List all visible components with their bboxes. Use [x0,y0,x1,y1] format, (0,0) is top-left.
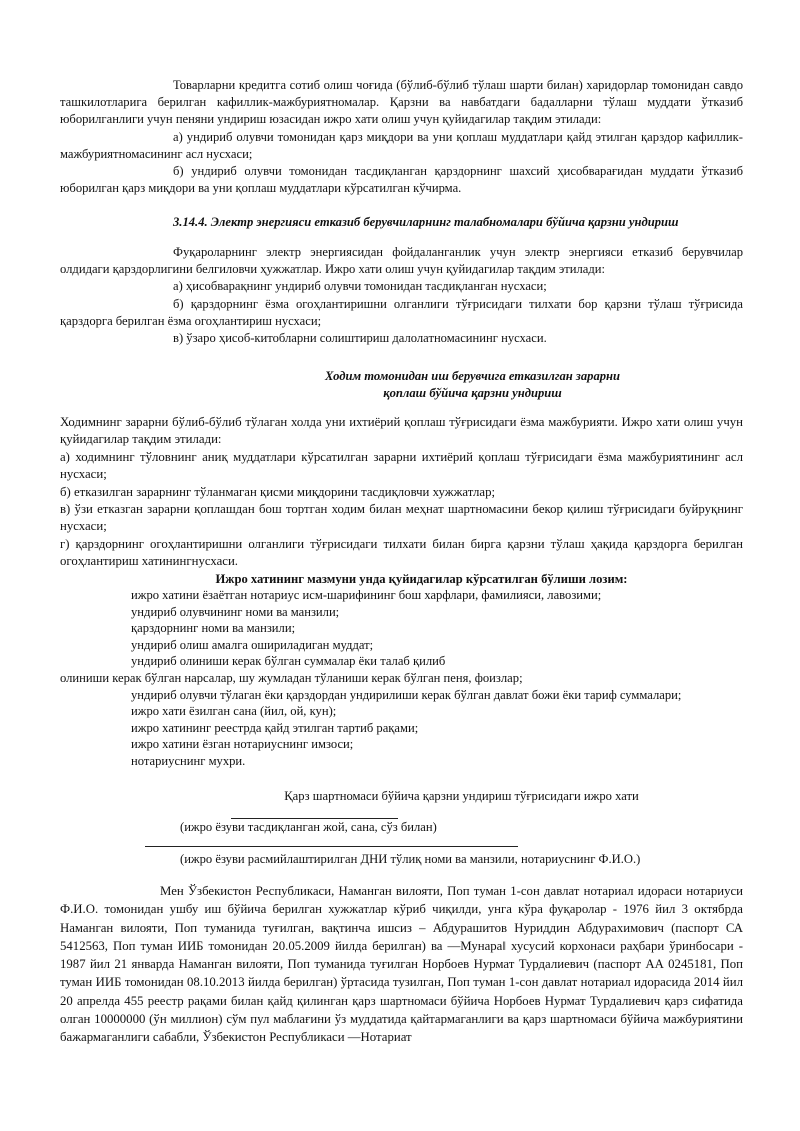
paragraph: а) ундириб олувчи томонидан қарз миқдори ва уни қоплаш муддатлари қайд этилган қарздор кафиллик-мажбуриятномасининг асл нусхаси; [60,129,743,161]
heading-text: қоплаш бўйича қарзни ундириш [383,386,562,401]
list-item: ижро хати ёзилган сана (йил, ой, кун); [131,704,337,719]
paragraph: г) қарздорнинг огоҳлантиришни олганлиги тўғрисидаги тилхати билан бирга қарзни тўлаш ҳақида қарздорга берилган огоҳлантириш хатинингнусхаси. [60,536,743,569]
section-heading [300,368,645,402]
signature-line [145,846,518,847]
list-item: нотариуснинг мухри. [131,753,246,768]
writ-title-text: Қарз шартномаси бўйича қарзни ундириш тўғрисидаги ижро хати [284,789,639,803]
section-heading [60,214,743,231]
writ-title [60,788,743,805]
heading-text: Ижро хатининг мазмуни унда қуйидагилар кўрсатилган бўлиши лозим: [215,572,628,586]
paragraph: в) ўзи етказган зарарни қоплашдан бош тортган ходим билан меҳнат шартномасини бекор қилиш тўғрисидаги буйруқнинг нусхаси; [60,502,743,534]
section-heading [60,571,743,588]
paragraph: б) қарздорнинг ёзма огоҳлантиришни олганлиги тўғрисидаги тилхати бор қарзни тўлаш тўғрисида қарздорга берилган ёзма огоҳлантириш нусхаси; [60,296,743,328]
caption-text: (ижро ёзуви тасдиқланган жой, сана, сўз билан) [180,820,437,834]
electricity-section [60,244,743,347]
paragraph: а) ҳисобварақнинг ундириб олувчи томонидан тасдиқланган нусхаси; [173,279,547,294]
paragraph: а) ходимнинг тўловнинг аниқ муддатлари кўрсатилган зарарни ихтиёрий қоплаш тўғрисидаги ёзма мажбуриятининг асл нусхаси; [60,449,743,482]
list-item: ундириб олиниши керак бўлган суммалар ёки талаб қилиб [131,654,446,669]
list-item: олиниши керак бўлган нарсалар, шу жумладан тўланиши керак бўлган пеня, фоизлар; [60,670,523,685]
heading-text: Ходим томонидан иш берувчига етказилган зарарни [324,369,621,383]
heading-text: 3.14.4. Электр энергияси етказиб берувчиларнинг талабномалари бўйича қарзни ундириш [173,215,679,229]
paragraph: Товарларни кредитга сотиб олиш чоғида (бўлиб-бўлиб тўлаш шарти билан) харидорлар томонидан савдо ташкилотларига берилган кафиллик-мажбуриятномалар. Қарзни ва навбатдаги бадалларни тўлаш муддати ўтказиб юборилганлиги учун пеняни ундириш юзасидан ижро хати олиш учун қуйидагилар тақдим этилади: [60,78,743,127]
writ-line-caption [180,851,740,868]
paragraph: б) етказилган зарарнинг тўланмаган қисми миқдорини тасдиқловчи хужжатлар; [60,484,496,499]
writ-line-caption [180,819,580,836]
list-item: ижро хатининг реестрда қайд этилган тартиб рақами; [131,720,419,735]
list-item: ундириб олиш амалга оширилaдиган муддат; [131,637,374,652]
intro-section [60,77,743,197]
writ-body [60,882,743,1047]
list-item: қарздорнинг номи ва манзили; [131,621,296,636]
list-item: ижро хатини ёзаётган нотариус исм-шарифининг бош харфлари, фамилияси, лавозими; [131,588,602,602]
caption-text: (ижро ёзуви расмийлаштирилган ДНИ тўлиқ номи ва манзили, нотариуснинг Ф.И.О.) [180,852,641,866]
list-item: ижро хатини ёзган нотариуснинг имзоси; [131,737,354,752]
paragraph: Ходимнинг зарарни бўлиб-бўлиб тўлаган холда уни ихтиёрий қоплаш тўғрисидаги ёзма мажбурияти. Ижро хати олиш учун қуйидагилар тақдим этилади: [60,415,743,447]
list-item: ундириб олувчининг номи ва манзили; [131,604,340,619]
employee-section [60,414,743,571]
paragraph: Фуқароларнинг электр энергиясидан фойдаланганлик учун электр энергияси етказиб берувчилар олдидаги қарздорлигини белгиловчи ҳужжатлар. Ижро хати олиш учун қуйидагилар тақдим этилади: [60,245,743,277]
paragraph: Мен Ўзбекистон Республикаси, Наманган вилояти, Поп туман 1-сон давлат нотариал идораси нотариуси Ф.И.О. томонидан ушбу иш бўйича берилган хужжатлар кўриб чиқилди, унга кўра фуқаролар - 1976 йил 3 октябрда Наманган вилояти, Поп туманида туғилган, вақтинча ишсиз – Абдурашитов Нуриддин Абдурахимович (паспорт СА 5412563, Поп туман ИИБ томонидан 20.05.2009 йилда берилган) ва ―Мунара‖ хусусий корхонаси раҳбари ўринбосари - 1987 йил 21 январда Наманган вилояти, Поп туманида туғилган Норбоев Нурмат Турдалиевич (паспорт АА 0245181, Поп туман ИИБ томонидан 08.10.2013 йилда берилган) ўртасида тузилган, Поп туман 1-сон давлат нотариал идорасида 2014 йил 20 апрелда 455 реестр рақами билан қайд қилинган қарз шартномаси бўйича Норбоев Нурмат Турдалиевич қарз сифатида олган 10000000 (ўн миллион) сўм пул маблағини ўз муддатида қайтармаганлиги ва қарз шартномаси бўйича мажбуриятини бажармаганлиги сабабли, Ўзбекистон Республикаси ―Нотариат [60,884,743,1045]
paragraph: б) ундириб олувчи томонидан тасдиқланган қарздорнинг шахсий ҳисобварағидан муддати ўтказиб юборилган қарз миқдори ва уни қоплаш муддатлари кўрсатилган кўчирма. [60,164,743,196]
paragraph: в) ўзаро ҳисоб-китобларни солиштириш далолатномасининг нусхаси. [173,331,547,346]
list-item: ундириб олувчи тўлаган ёки қарздордан ундирилиши керак бўлган давлат божи ёки тариф суммалари; [131,687,682,702]
requirements-list [60,587,743,770]
